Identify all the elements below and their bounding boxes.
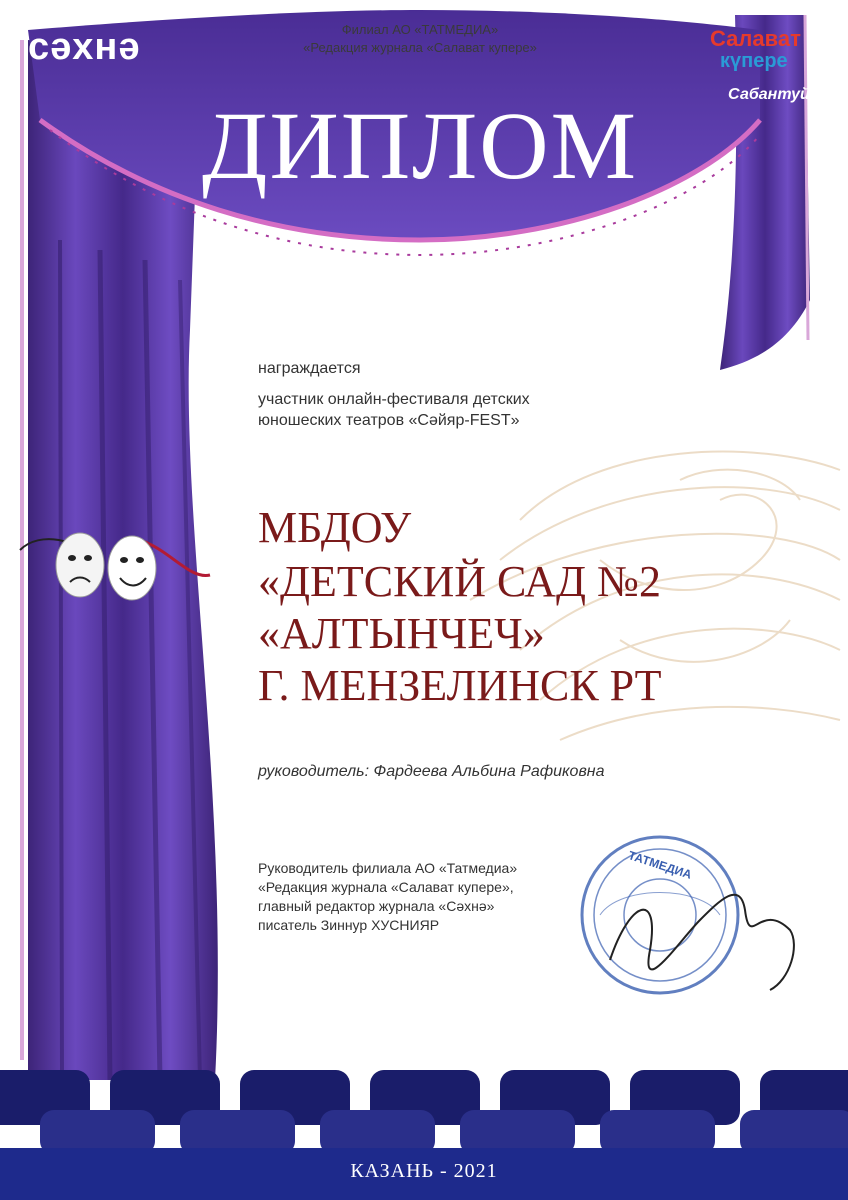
- signatory-line-4: писатель Зиннур ХУСНИЯР: [258, 917, 440, 933]
- diploma-title: ДИПЛОМ: [202, 92, 638, 199]
- recipient-line-2: «ДЕТСКИЙ САД №2: [258, 557, 661, 606]
- salavat-kupere-logo: [706, 26, 830, 116]
- leader-label: руководитель:: [258, 763, 370, 780]
- recipient-line-4: Г. МЕНЗЕЛИНСК РТ: [258, 661, 662, 710]
- sahna-logo: [28, 26, 178, 70]
- stamp-text: ТАТМЕДИА: [626, 848, 694, 882]
- footer-city-year: КАЗАНЬ - 2021: [350, 1160, 498, 1182]
- signatory-line-3: главный редактор журнала «Сәхнә»: [258, 898, 495, 914]
- sabantuy-logo: Сабантуй: [728, 86, 810, 103]
- participant-line-1: участник онлайн-фестиваля детских: [258, 391, 530, 408]
- leader-name: Фардеева Альбина Рафиковна: [373, 763, 605, 780]
- audience-seats: [0, 1070, 848, 1155]
- header-line-1: Филиал АО «ТАТМЕДИА»: [341, 22, 499, 37]
- header-line-2: «Редакция журнала «Салават купере»: [303, 40, 537, 55]
- signatory-line-1: Руководитель филиала АО «Татмедиа»: [258, 860, 518, 876]
- participant-line-2: юношеских театров «Сәйяр-FEST»: [258, 412, 520, 429]
- salavat-logo-line2: күпере: [720, 50, 788, 72]
- salavat-logo-line1: Салават: [710, 26, 801, 51]
- awarded-label: награждается: [258, 360, 361, 377]
- leader-line: [258, 763, 605, 781]
- sahna-logo-text: сәхнә: [28, 26, 141, 68]
- signatory-line-2: «Редакция журнала «Салават купере»,: [258, 879, 514, 895]
- recipient-line-3: «АЛТЫНЧЕЧ»: [258, 609, 545, 658]
- recipient-line-1: МБДОУ: [258, 503, 412, 552]
